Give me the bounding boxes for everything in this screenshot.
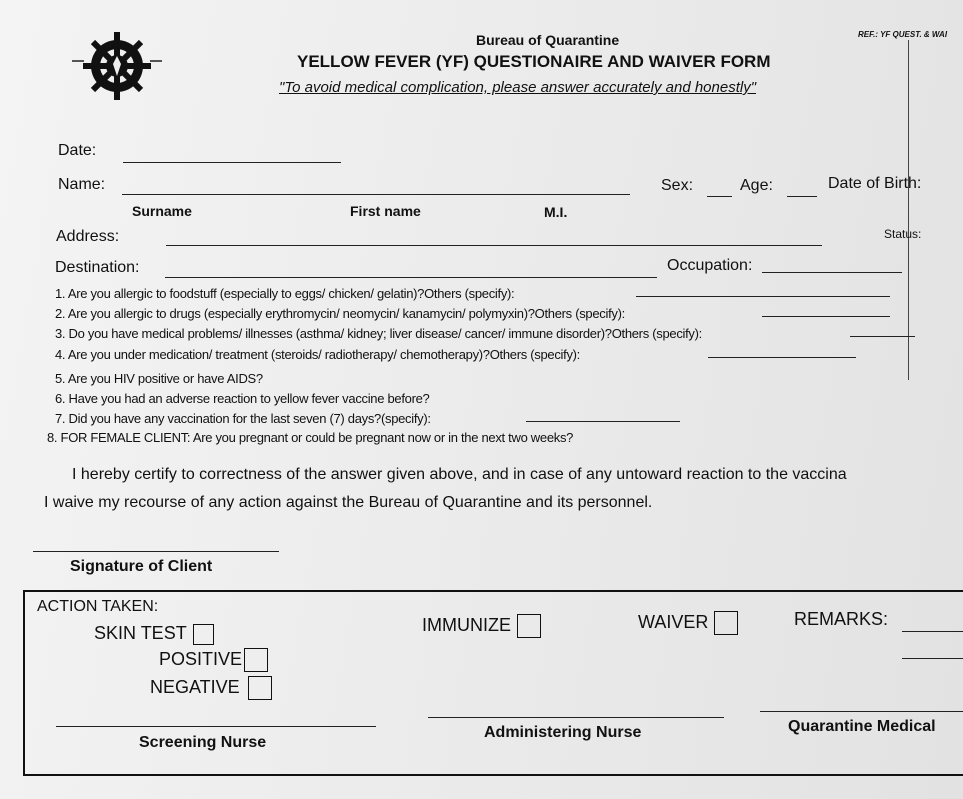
- form-motto: "To avoid medical complication, please answer accurately and honestly": [279, 79, 757, 96]
- dob-label: Date of Birth:: [828, 175, 922, 192]
- action-taken-heading: ACTION TAKEN:: [37, 598, 159, 615]
- quarantine-medical-caption: Quarantine Medical: [788, 718, 936, 735]
- certification-line-1: I hereby certify to correctness of the answer given above, and in case of any untoward reaction to the vaccina: [72, 466, 847, 483]
- form-reference: REF.: YF QUEST. & WAI: [858, 30, 948, 39]
- remarks-line-1[interactable]: [902, 631, 963, 632]
- date-field[interactable]: [123, 162, 341, 163]
- question-2-answer[interactable]: [762, 316, 890, 317]
- negative-checkbox[interactable]: [248, 676, 272, 700]
- question-4: 4. Are you under medication/ treatment (steroids/ radiotherapy/ chemotherapy)?Others (specify):: [55, 347, 580, 362]
- question-2: 2. Are you allergic to drugs (especially erythromycin/ neomycin/ kanamycin/ polymyxin)?Others (specify):: [55, 306, 625, 321]
- destination-field[interactable]: [165, 277, 657, 278]
- status-label: Status:: [884, 227, 922, 241]
- name-label: Name:: [58, 176, 106, 193]
- first-name-caption: First name: [350, 203, 421, 219]
- waiver-option: [638, 611, 738, 635]
- question-1: 1. Are you allergic to foodstuff (especially to eggs/ chicken/ gelatin)?Others (specify):: [55, 286, 515, 301]
- immunize-label: IMMUNIZE: [422, 614, 511, 635]
- immunize-option: [422, 614, 541, 638]
- question-4-answer[interactable]: [708, 357, 856, 358]
- signature-line[interactable]: [33, 551, 279, 552]
- address-field[interactable]: [166, 245, 822, 246]
- date-label: Date:: [58, 142, 97, 159]
- skin-test-label: SKIN TEST: [94, 623, 187, 643]
- bureau-seal-logo: [72, 30, 162, 102]
- question-3: 3. Do you have medical problems/ illnesses (asthma/ kidney; liver disease/ cancer/ immune disorder)?Others (specify):: [55, 326, 702, 341]
- screening-nurse-caption: Screening Nurse: [139, 734, 267, 751]
- question-7: 7. Did you have any vaccination for the last seven (7) days?(specify):: [55, 411, 431, 426]
- age-label: Age:: [740, 177, 773, 194]
- certification-line-2: I waive my recourse of any action against the Bureau of Quarantine and its personnel.: [44, 494, 653, 511]
- mi-caption: M.I.: [544, 204, 568, 220]
- skin-test-checkbox[interactable]: [193, 624, 214, 645]
- positive-label: POSITIVE: [159, 648, 243, 669]
- negative-label: NEGATIVE: [150, 676, 240, 697]
- age-field[interactable]: [787, 196, 817, 197]
- immunize-checkbox[interactable]: [517, 614, 541, 638]
- skin-test-option: [94, 623, 214, 645]
- question-8: 8. FOR FEMALE CLIENT: Are you pregnant or could be pregnant now or in the next two weeks?: [47, 430, 574, 445]
- screening-nurse-line[interactable]: [56, 726, 376, 727]
- waiver-label: WAIVER: [638, 611, 709, 632]
- negative-option: [150, 676, 272, 700]
- name-field[interactable]: [122, 194, 630, 195]
- sex-field[interactable]: [707, 196, 732, 197]
- quarantine-medical-line[interactable]: [760, 711, 963, 712]
- administering-nurse-caption: Administering Nurse: [484, 724, 642, 741]
- question-1-answer[interactable]: [636, 296, 890, 297]
- occupation-field[interactable]: [762, 272, 902, 273]
- positive-checkbox[interactable]: [244, 648, 268, 672]
- question-6: 6. Have you had an adverse reaction to yellow fever vaccine before?: [55, 391, 430, 406]
- right-margin-rule: [908, 40, 910, 380]
- remarks-line-2[interactable]: [902, 658, 963, 659]
- positive-option: [159, 648, 268, 672]
- surname-caption: Surname: [132, 203, 192, 219]
- question-3-answer[interactable]: [850, 336, 915, 337]
- occupation-label: Occupation:: [667, 257, 753, 274]
- waiver-checkbox[interactable]: [714, 611, 738, 635]
- question-5: 5. Are you HIV positive or have AIDS?: [55, 371, 263, 386]
- form-title: YELLOW FEVER (YF) QUESTIONAIRE AND WAIVER FORM: [297, 52, 771, 71]
- sex-label: Sex:: [661, 177, 694, 194]
- question-7-answer[interactable]: [526, 421, 680, 422]
- address-label: Address:: [56, 228, 120, 245]
- remarks-label: REMARKS:: [794, 609, 889, 629]
- signature-caption: Signature of Client: [70, 558, 213, 575]
- destination-label: Destination:: [55, 259, 140, 276]
- agency-name: Bureau of Quarantine: [476, 32, 620, 48]
- administering-nurse-line[interactable]: [428, 717, 724, 718]
